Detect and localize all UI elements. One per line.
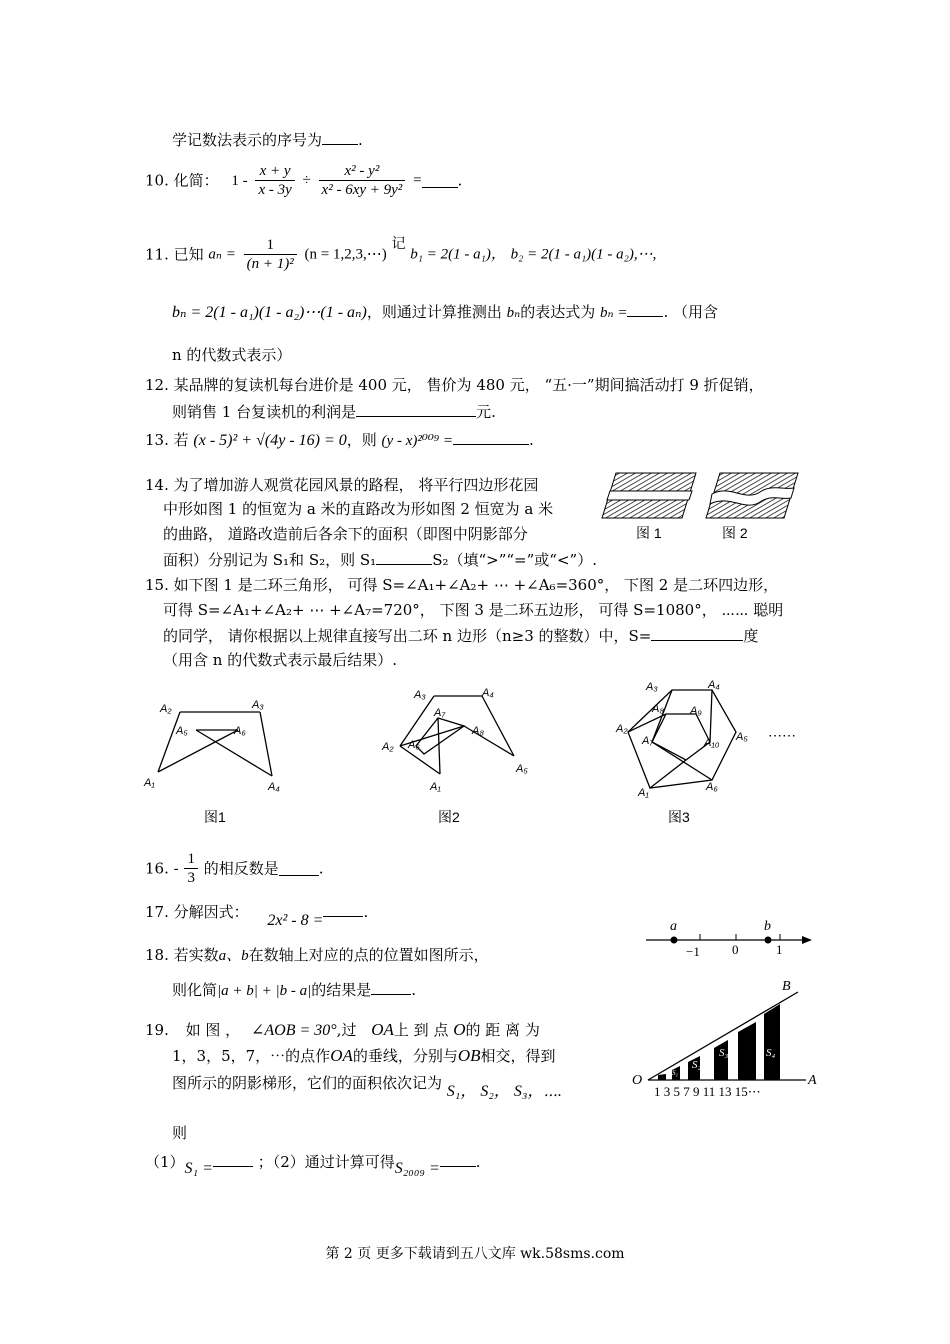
question-14-l4: 面积）分别记为 S₁和 S₂，则 S₁ S₂（填“>”“=”或“<”）. (163, 551, 597, 569)
label-b: b (764, 919, 771, 934)
f1-label-A2: A₂ (160, 703, 172, 715)
question-12-line2: 则销售 1 台复读机的利润是 元. (172, 403, 496, 421)
f3-label-A2: A₂ (616, 723, 628, 735)
question-14-l2: 中形如图 1 的恒宽为 a 米的直路改为形如图 2 恒宽为 a 米 (163, 500, 554, 518)
f3-label-A8: A₈ (652, 703, 664, 715)
f1-label-A6: A₆ (234, 725, 246, 737)
question-10: 10. 化简： 1 - $\frac{x + y}{x - 3y}$ ÷ $\frac{\text{x² - y²}}{\text{x² - 6xy + 9y²}}$ = . (145, 163, 463, 198)
q19-figure (628, 974, 824, 1102)
label-S3: S₃ (719, 1047, 729, 1059)
q15-fig1-label: 图1 (204, 809, 226, 825)
q15-ellipsis: ⋯⋯ (768, 727, 796, 743)
f2-label-A6: A₆ (408, 739, 420, 751)
q15-fig2-label: 图2 (438, 809, 460, 825)
question-14-l1: 14. 为了增加游人观赏花园风景的路程， 将平行四边形花园 (145, 476, 539, 494)
f3-label-A3: A₃ (646, 681, 658, 693)
f2-label-A2: A₂ (382, 741, 394, 753)
question-19-line5: （1）S₁ = ；（2）通过计算可得S₂₀₀₉ = . (145, 1153, 481, 1177)
question-16: 16. - $\frac{1}{3}$ 的相反数是 . (145, 851, 324, 886)
label-zero: 0 (732, 942, 739, 957)
q15-figures (138, 672, 818, 832)
q15-figure-2 (400, 696, 514, 774)
f3-label-A7: A₇ (642, 735, 654, 747)
q15-figure-1 (158, 712, 272, 776)
question-19-line4: 则 (172, 1124, 188, 1142)
question-15-l3: 的同学， 请你根据以上规律直接写出二环 n 边形（n≥3 的整数）中，S= 度 (163, 627, 759, 645)
question-15-l4: （用含 n 的代数式表示最后结果）. (163, 651, 397, 669)
q14-figures (600, 470, 800, 545)
tick-labels: 1 3 5 7 9 11 13 15⋯ (654, 1084, 761, 1099)
f2-label-A3: A₃ (414, 689, 426, 701)
question-19: 19. 如 图 ， ∠AOB = 30°,过 OA上 到 点 O的 距 离 为 (145, 1020, 540, 1039)
question-18: 18. 若实数a、b在数轴上对应的点的位置如图所示， (145, 946, 489, 964)
question-17: 17. 分解因式： 2x² - 8 = . (145, 903, 369, 929)
question-12: 12. 某品牌的复读机每台进价是 400 元， 售价为 480 元， “五·一”期间搞活动打 9 折促销， (145, 376, 764, 394)
label-A: A (808, 1073, 817, 1088)
q15-fig3-label: 图3 (668, 809, 690, 825)
f3-label-A4: A₄ (708, 679, 720, 691)
question-19-line2: 1，3，5，7，⋯的点作OA的垂线，分别与OB相交，得到 (172, 1046, 556, 1065)
f3-label-A9: A₉ (690, 705, 702, 717)
q14-fig1-label: 图 1 (636, 525, 662, 541)
label-a: a (670, 919, 677, 934)
f1-label-A1: A₁ (144, 777, 155, 789)
f1-label-A4: A₄ (268, 781, 280, 793)
point-a (671, 937, 678, 944)
question-14-l3: 的曲路， 道路改造前后各余下的面积（即图中阴影部分 (163, 525, 528, 543)
label-minus-one: −1 (686, 944, 700, 959)
f3-label-A10: A₁₀ (704, 737, 720, 749)
f1-label-A3: A₃ (252, 699, 264, 711)
f2-label-A1: A₁ (430, 781, 441, 793)
question-13: 13. 若 (x - 5)² + √(4y - 16) = 0，则 (y - x)²⁰⁰⁹ = . (145, 431, 534, 449)
q14-fig2-label: 图 2 (722, 525, 748, 541)
point-b (765, 937, 772, 944)
f2-label-A5: A₅ (516, 763, 528, 775)
question-11: 11. 已知 aₙ = $\frac{1}{\text{(n + 1)²}}$ (n = 1,2,3,⋯) 记 b₁ = 2(1 - a₁)， b₂ = 2(1 - a₁)(1 - a₂),⋯, (145, 236, 657, 272)
label-S4: S₄ (766, 1047, 776, 1059)
label-B: B (782, 979, 791, 994)
f3-label-A6: A₆ (706, 781, 718, 793)
question-11-line2: bₙ = 2(1 - a₁)(1 - a₂)⋯(1 - aₙ)，则通过计算推测出 bₙ的表达式为 bₙ = . （用含 (172, 303, 719, 321)
f3-label-A1: A₁ (638, 787, 649, 799)
q18-number-line (640, 912, 820, 962)
label-O: O (632, 1073, 643, 1088)
question-19-line3: 图所示的阴影梯形，它们的面积依次记为 S₁， S₂， S₃，⋯. (172, 1074, 562, 1100)
q14-figure-1 (602, 473, 696, 518)
f2-label-A8: A₈ (472, 725, 484, 737)
question-15-l1: 15. 如下图 1 是二环三角形， 可得 S=∠A₁+∠A₂+ ⋯ +∠A₆=360°， 下图 2 是二环四边形， (145, 576, 779, 594)
label-S2: S₂ (692, 1059, 702, 1071)
f1-label-A5: A₅ (176, 725, 188, 737)
f2-label-A7: A₇ (434, 707, 446, 719)
f3-label-A5: A₅ (736, 731, 748, 743)
question-15-l2: 可得 S=∠A₁+∠A₂+ ⋯ +∠A₇=720°， 下图 3 是二环五边形， 可得 S=1080°， ⋯⋯ 聪明 (163, 601, 784, 619)
page-footer: 第 2 页 更多下载请到五八文库 wk.58sms.com (325, 1246, 625, 1262)
question-18-line2: 则化简|a + b| + |b - a|的结果是 . (172, 981, 417, 999)
label-S1: S₁ (672, 1069, 678, 1077)
f2-label-A4: A₄ (482, 687, 494, 699)
q9-tail: 学记数法表示的序号为 . (172, 131, 363, 149)
q14-figure-2 (706, 473, 798, 518)
label-one: 1 (776, 942, 783, 957)
question-11-line3: n 的代数式表示） (172, 346, 292, 364)
